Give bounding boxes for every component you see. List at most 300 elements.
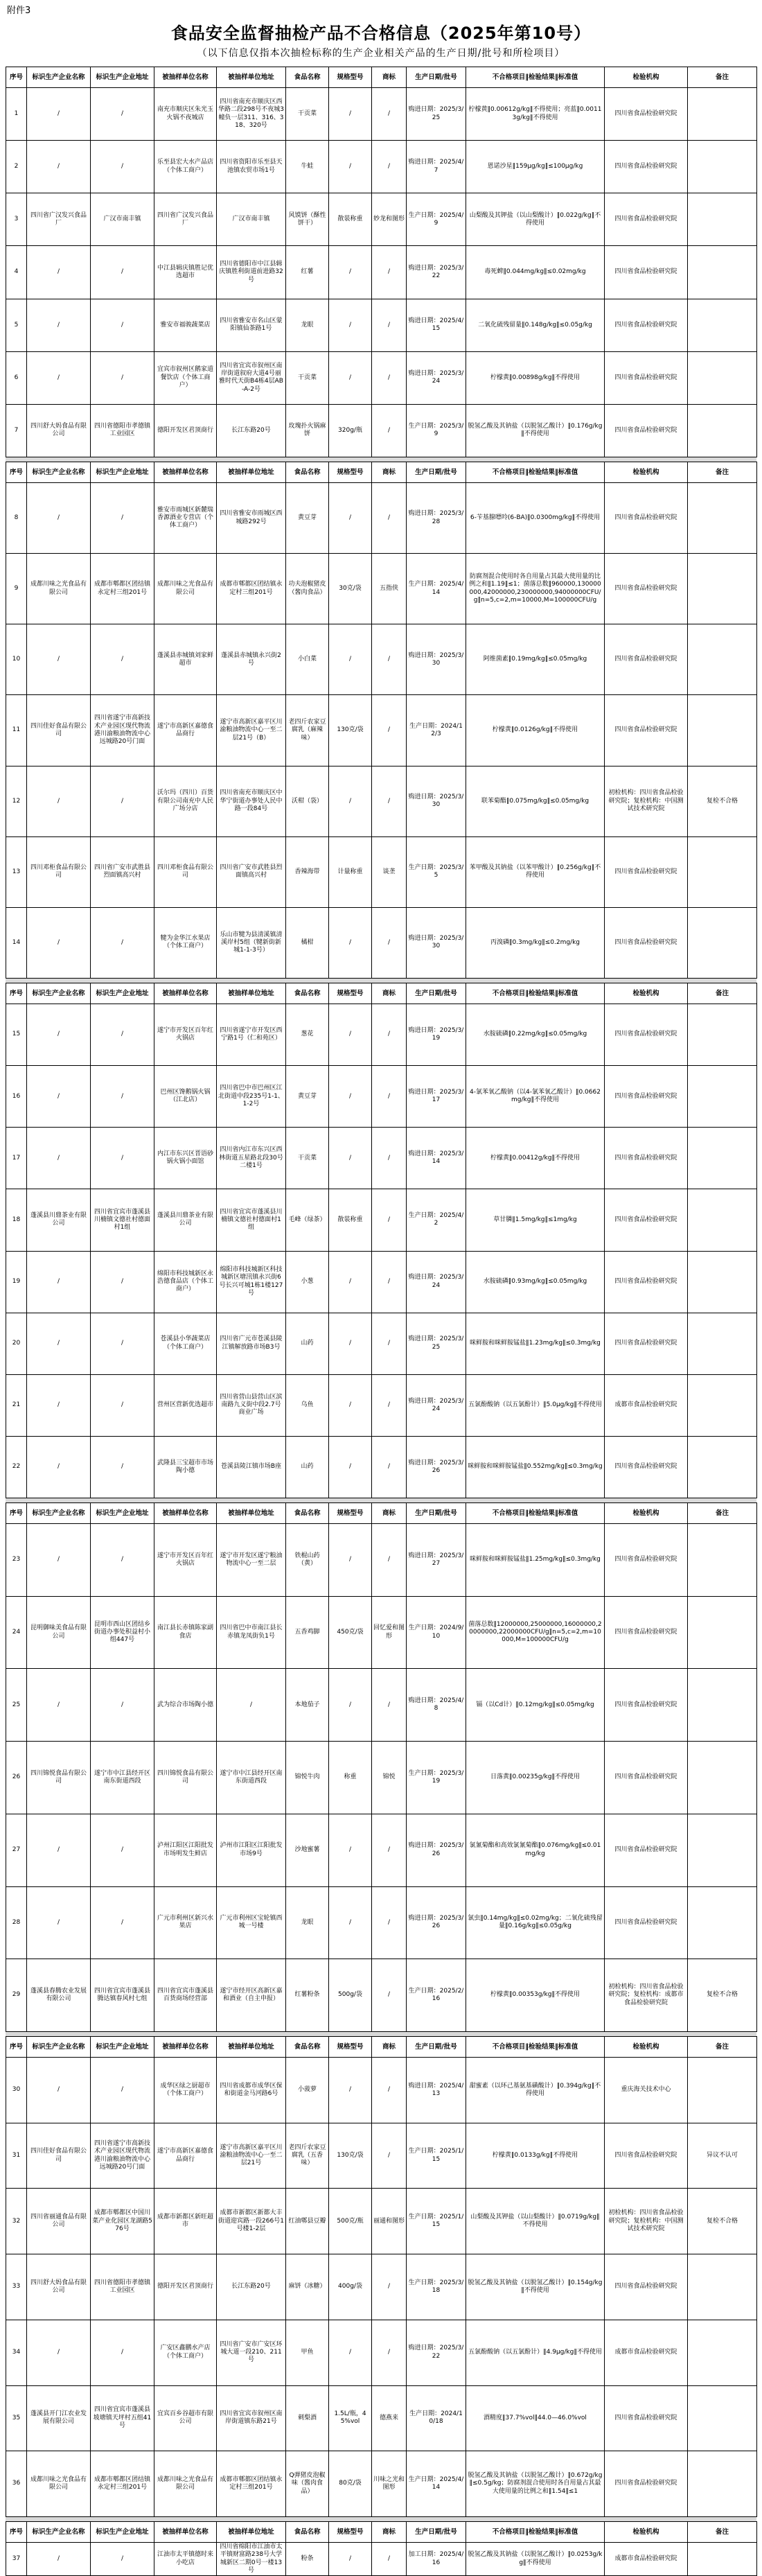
col-brand: /	[372, 1669, 407, 1742]
col-sampled-unit-address: 成都市新都区新都大丰街道迎宾路一段266号1号楼1-2层	[217, 2189, 286, 2254]
col-brand: /	[372, 1313, 407, 1374]
table-row	[6, 1814, 757, 1886]
col-index: 6	[6, 351, 27, 404]
col-failed-item: 脱氢乙酸及其钠盐（以脱氢乙酸计）‖0.0253g/kg‖不得使用	[466, 2543, 605, 2576]
col-failed-item: 水胺硫磷‖0.22mg/kg‖≤0.05mg/kg	[466, 1004, 605, 1066]
col-index: 20	[6, 1313, 27, 1374]
col-producer-address: 昆明市西山区团结乡街道办事处积益村小组447号	[91, 1596, 154, 1669]
col-index: 31	[6, 2123, 27, 2189]
col-brand: /	[372, 1066, 407, 1128]
col-producer-name: /	[27, 246, 91, 299]
col-sampled-unit-address: 四川省广安市武胜县烈面镇高兴村	[217, 836, 286, 907]
col-production-date: 购进日期：2025/4/13	[407, 2058, 466, 2123]
col-spec-header: 规格型号	[329, 462, 372, 483]
col-index: 24	[6, 1596, 27, 1669]
col-sampled-unit-address: 绵阳市科技城新区科技城新区塘汛镇永兴街6号长兴可城1栋1楼127号	[217, 1251, 286, 1313]
col-producer-address: /	[91, 1374, 154, 1436]
col-production-date: 购进日期：2025/3/22	[407, 246, 466, 299]
col-sampled-unit-name-header: 被抽样单位名称	[154, 1503, 217, 1524]
col-testing-agency: 四川省食品检验研究院	[605, 624, 688, 695]
col-testing-agency: 四川省食品检验研究院	[605, 404, 688, 457]
col-testing-agency: 四川省食品检验研究院	[605, 836, 688, 907]
col-remark: 异议不认可	[688, 2123, 757, 2189]
col-spec: /	[329, 1814, 372, 1886]
col-producer-address: 四川省广安市武胜县烈面镇高兴村	[91, 836, 154, 907]
col-sampled-unit-name: 南江县长赤镇陈家副食店	[154, 1596, 217, 1669]
col-production-date: 购进日期：2025/3/17	[407, 1066, 466, 1128]
col-testing-agency: 四川省食品检验研究院	[605, 1313, 688, 1374]
col-index: 16	[6, 1066, 27, 1128]
col-remark	[688, 695, 757, 766]
col-failed-item: 苯甲酸及其钠盐（以苯甲酸计）‖0.256g/kg‖不得使用	[466, 836, 605, 907]
col-food-name: 老四斤农家豆腐乳（麻辣味）	[286, 695, 329, 766]
table-row	[6, 1436, 757, 1498]
table-page-4	[6, 1502, 756, 2032]
col-testing-agency-header: 检验机构	[605, 1503, 688, 1524]
col-spec: /	[329, 2058, 372, 2123]
col-production-date: 生产日期：2025/2/16	[407, 1959, 466, 2032]
col-brand: /	[372, 1004, 407, 1066]
col-sampled-unit-name: 营州区营新优选超市	[154, 1374, 217, 1436]
results-table	[6, 462, 757, 979]
table-row	[6, 1313, 757, 1374]
col-spec: /	[329, 1524, 372, 1597]
col-sampled-unit-name: 四川锦悦食品有限公司	[154, 1742, 217, 1814]
col-spec: /	[329, 88, 372, 141]
col-brand-header: 商标	[372, 462, 407, 483]
col-production-date: 购进日期：2025/3/30	[407, 907, 466, 978]
col-brand: 锦悦	[372, 1742, 407, 1814]
col-production-date: 生产日期：2025/4/14	[407, 2451, 466, 2517]
col-index: 7	[6, 404, 27, 457]
col-food-name: 黄豆芽	[286, 1066, 329, 1128]
col-sampled-unit-address: 广元市利州区宝轮镇西城一号楼	[217, 1886, 286, 1959]
col-sampled-unit-address: /	[217, 1669, 286, 1742]
col-sampled-unit-name: 蓬溪县赤城镇刘家鲜超市	[154, 624, 217, 695]
col-food-name: 锦悦牛肉	[286, 1742, 329, 1814]
col-sampled-unit-name: 巴州区馋鹅锅火锅（江北店）	[154, 1066, 217, 1128]
col-spec: /	[329, 1066, 372, 1128]
table-page-1	[6, 67, 756, 457]
col-production-date: 购进日期：2025/3/24	[407, 351, 466, 404]
col-remark	[688, 193, 757, 246]
col-spec: /	[329, 907, 372, 978]
col-production-date: 生产日期：2025/4/2	[407, 1189, 466, 1251]
col-index: 34	[6, 2320, 27, 2385]
col-sampled-unit-name: 成华区绿之厨超市（个体工商户）	[154, 2058, 217, 2123]
table-row	[6, 1886, 757, 1959]
col-brand: /	[372, 1959, 407, 2032]
col-producer-name: /	[27, 141, 91, 193]
col-remark	[688, 246, 757, 299]
col-production-date-header: 生产日期/批号	[407, 462, 466, 483]
table-header-row	[6, 462, 757, 483]
col-failed-item: 咪鲜胺和咪鲜胺锰盐‖1.23mg/kg‖≤0.3mg/kg	[466, 1313, 605, 1374]
col-producer-name: 四川省广汉发兴食品厂	[27, 193, 91, 246]
col-sampled-unit-name: 德阳开发区君顶商行	[154, 404, 217, 457]
col-sampled-unit-name: 泸州江阳区江阳批发市场明发生鲜店	[154, 1814, 217, 1886]
col-spec: /	[329, 1004, 372, 1066]
col-brand: /	[372, 1189, 407, 1251]
col-production-date: 购进日期：2025/3/25	[407, 88, 466, 141]
col-sampled-unit-name: 宜宾市叙州区鹅家道餐饮店（个体工商户）	[154, 351, 217, 404]
col-index: 22	[6, 1436, 27, 1498]
col-failed-item-header: 不合格项目‖检验结果‖标准值	[466, 462, 605, 483]
col-remark-header: 备注	[688, 2037, 757, 2058]
col-failed-item: 柠檬黄‖0.00612g/kg‖不得使用；亮蓝‖0.00113g/kg‖不得使用	[466, 88, 605, 141]
col-testing-agency: 四川省食品检验研究院	[605, 1742, 688, 1814]
col-production-date: 购进日期：2025/3/30	[407, 766, 466, 836]
col-failed-item-header: 不合格项目‖检验结果‖标准值	[466, 983, 605, 1004]
col-producer-address: /	[91, 246, 154, 299]
col-sampled-unit-address: 遂宁市开发区遂宁粮油物流中心一至二层	[217, 1524, 286, 1597]
col-producer-address: 成都市郫都区团结镇永定村三组201号	[91, 554, 154, 624]
col-testing-agency: 四川省食品检验研究院	[605, 1814, 688, 1886]
col-sampled-unit-name: 内江市东兴区晋语砂锅火锅小面馆	[154, 1128, 217, 1189]
col-producer-name: /	[27, 1436, 91, 1498]
col-index: 13	[6, 836, 27, 907]
col-remark	[688, 1251, 757, 1313]
table-row	[6, 1524, 757, 1597]
col-producer-name: /	[27, 766, 91, 836]
col-index: 23	[6, 1524, 27, 1597]
col-sampled-unit-name: 中江县辑庆镇胜记优选超市	[154, 246, 217, 299]
col-sampled-unit-address: 四川省内江市东兴区西林街道五星路北段30号二楼1号	[217, 1128, 286, 1189]
col-failed-item: 脱氢乙酸及其钠盐（以脱氢乙酸计）‖0.176g/kg‖不得使用	[466, 404, 605, 457]
col-testing-agency: 四川省食品检验研究院	[605, 1066, 688, 1128]
col-index: 14	[6, 907, 27, 978]
col-remark	[688, 2543, 757, 2576]
col-sampled-unit-address-header: 被抽样单位地址	[217, 462, 286, 483]
col-producer-address: 成都市郫都区中国川菜产业化园区龙湖路576号	[91, 2189, 154, 2254]
col-failed-item-header: 不合格项目‖检验结果‖标准值	[466, 1503, 605, 1524]
table-row	[6, 1004, 757, 1066]
col-testing-agency-header: 检验机构	[605, 983, 688, 1004]
col-brand: /	[372, 1128, 407, 1189]
col-spec-header: 规格型号	[329, 2522, 372, 2543]
col-food-name: 山药	[286, 1436, 329, 1498]
table-row	[6, 1128, 757, 1189]
col-food-name: 功夫泡椒猪皮（酱肉食品）	[286, 554, 329, 624]
col-index: 5	[6, 299, 27, 351]
col-remark	[688, 2385, 757, 2451]
col-production-date: 购进日期：2025/4/15	[407, 299, 466, 351]
col-failed-item: 镉（以Cd计）‖0.12mg/kg‖≤0.05mg/kg	[466, 1669, 605, 1742]
col-sampled-unit-address-header: 被抽样单位地址	[217, 2522, 286, 2543]
col-producer-address: /	[91, 1004, 154, 1066]
results-table	[6, 1502, 757, 2032]
col-production-date: 购进日期：2025/3/19	[407, 1004, 466, 1066]
col-failed-item: 山梨酸及其钾盐（以山梨酸计）‖0.0719g/kg‖不得使用	[466, 2189, 605, 2254]
table-row	[6, 2058, 757, 2123]
col-sampled-unit-name-header: 被抽样单位名称	[154, 462, 217, 483]
col-sampled-unit-address: 四川省宜宾市蓬溪县川楠镇文德社村德面村1组	[217, 1189, 286, 1251]
col-producer-name-header: 标识生产企业名称	[27, 67, 91, 88]
col-brand: /	[372, 2254, 407, 2320]
attachment-label: 附件3	[7, 6, 31, 16]
col-failed-item: 毒死蜱‖0.044mg/kg‖≤0.02mg/kg	[466, 246, 605, 299]
col-index: 10	[6, 624, 27, 695]
col-spec: 450克/袋	[329, 1596, 372, 1669]
col-production-date: 生产日期：2025/3/18	[407, 2254, 466, 2320]
col-index: 3	[6, 193, 27, 246]
col-sampled-unit-name: 宜宾百乡谷超市有限公司	[154, 2385, 217, 2451]
table-row	[6, 88, 757, 141]
col-index: 35	[6, 2385, 27, 2451]
col-brand: /	[372, 141, 407, 193]
col-production-date: 生产日期：2024/10/18	[407, 2385, 466, 2451]
col-producer-address: 四川省宜宾市蓬溪县坡塘镇天坪村五组41号	[91, 2385, 154, 2451]
col-spec: 400g/袋	[329, 2254, 372, 2320]
col-failed-item: 柠檬黄‖0.00412g/kg‖不得使用	[466, 1128, 605, 1189]
col-index: 33	[6, 2254, 27, 2320]
col-failed-item: 甜蜜素（以环己基氨基磺酸计）‖0.394g/kg‖不得使用	[466, 2058, 605, 2123]
col-index: 11	[6, 695, 27, 766]
col-sampled-unit-address: 四川省营山县营山区滨南路九义街中段2.7号商业广场	[217, 1374, 286, 1436]
col-brand: /	[372, 1886, 407, 1959]
col-food-name: Q弹猪皮泡椒味（酱肉食品）	[286, 2451, 329, 2517]
col-sampled-unit-name: 雅安市福骏蔬菜店	[154, 299, 217, 351]
col-food-name: 葱花	[286, 1004, 329, 1066]
col-brand-header: 商标	[372, 67, 407, 88]
col-spec: /	[329, 1436, 372, 1498]
col-testing-agency: 四川省食品检验研究院	[605, 1189, 688, 1251]
col-spec: 500克/瓶	[329, 2189, 372, 2254]
col-production-date: 购进日期：2025/3/30	[407, 624, 466, 695]
col-sampled-unit-name: 四川省广汉发兴食品厂	[154, 193, 217, 246]
col-production-date-header: 生产日期/批号	[407, 2522, 466, 2543]
col-brand: /	[372, 88, 407, 141]
col-producer-name: 四川省丽通食品有限公司	[27, 2189, 91, 2254]
col-remark	[688, 1814, 757, 1886]
col-food-name: 小白菜	[286, 624, 329, 695]
col-food-name-header: 食品名称	[286, 983, 329, 1004]
col-producer-address-header: 标识生产企业地址	[91, 2522, 154, 2543]
col-remark-header: 备注	[688, 983, 757, 1004]
col-producer-address: /	[91, 1814, 154, 1886]
col-index: 8	[6, 483, 27, 554]
col-failed-item: 柠檬黄‖0.00898g/kg‖不得使用	[466, 351, 605, 404]
col-spec: /	[329, 483, 372, 554]
col-index-header: 序号	[6, 983, 27, 1004]
col-failed-item: 菌落总数‖12000000,25000000,16000000,20000000,22000000CFU/g‖n=5,c=2,m=10000,M=100000CFU/g	[466, 1596, 605, 1669]
col-remark	[688, 141, 757, 193]
col-sampled-unit-address: 泸州市江阳区江阳批发市场9号	[217, 1814, 286, 1886]
col-production-date: 购进日期：2025/4/8	[407, 1669, 466, 1742]
col-remark-header: 备注	[688, 67, 757, 88]
table-page-3	[6, 983, 756, 1498]
col-food-name: 本地茄子	[286, 1669, 329, 1742]
col-remark	[688, 1436, 757, 1498]
col-testing-agency: 成都市食品检验研究院	[605, 1374, 688, 1436]
col-food-name: 五香鸡脚	[286, 1596, 329, 1669]
col-brand: /	[372, 351, 407, 404]
col-brand: 德燕来	[372, 2385, 407, 2451]
col-sampled-unit-name: 成都川味之光食品有限公司	[154, 2451, 217, 2517]
col-brand: /	[372, 2320, 407, 2385]
col-food-name: 乌鱼	[286, 1374, 329, 1436]
col-producer-name: /	[27, 1524, 91, 1597]
col-index: 12	[6, 766, 27, 836]
col-index: 15	[6, 1004, 27, 1066]
col-producer-name: /	[27, 1066, 91, 1128]
col-testing-agency: 四川省食品检验研究院	[605, 1669, 688, 1742]
col-producer-name: 四川舒大妈食品有限公司	[27, 404, 91, 457]
col-brand: /	[372, 1436, 407, 1498]
col-food-name: 玫瑰扑火锅麻饼	[286, 404, 329, 457]
col-spec: /	[329, 141, 372, 193]
col-food-name: 小葱	[286, 1251, 329, 1313]
table-row	[6, 766, 757, 836]
col-producer-address: /	[91, 1313, 154, 1374]
col-sampled-unit-address: 四川省巴中市巴州区江北街道中段235号1-1、1-2号	[217, 1066, 286, 1128]
col-sampled-unit-name: 武为综合市场陶小德	[154, 1669, 217, 1742]
col-food-name-header: 食品名称	[286, 2037, 329, 2058]
col-sampled-unit-name: 苍溪县小华蔬菜店（个体工商户）	[154, 1313, 217, 1374]
col-sampled-unit-address: 四川省巴中市南江县长赤镇龙凤街负1号	[217, 1596, 286, 1669]
table-page-5	[6, 2036, 756, 2517]
col-production-date: 生产日期：2024/12/3	[407, 695, 466, 766]
col-testing-agency: 四川省食品检验研究院	[605, 1251, 688, 1313]
results-table	[6, 67, 757, 457]
col-sampled-unit-name: 南充市顺庆区朱光玉火锅不夜城店	[154, 88, 217, 141]
col-testing-agency: 成都市食品检验研究院	[605, 2320, 688, 2385]
col-testing-agency: 四川省食品检验研究院	[605, 88, 688, 141]
col-remark	[688, 907, 757, 978]
col-remark	[688, 1313, 757, 1374]
col-producer-name: /	[27, 1669, 91, 1742]
col-failed-item: 酒精度‖37.7%vol‖44.0—46.0%vol	[466, 2385, 605, 2451]
col-production-date: 生产日期：2025/3/9	[407, 404, 466, 457]
col-sampled-unit-address: 成都市郫都区团结镇永定村三组201号	[217, 554, 286, 624]
col-testing-agency: 四川省食品检验研究院	[605, 483, 688, 554]
col-production-date: 购进日期：2025/4/7	[407, 141, 466, 193]
col-index: 1	[6, 88, 27, 141]
table-row	[6, 907, 757, 978]
col-producer-name: 四川佳好食品有限公司	[27, 695, 91, 766]
col-testing-agency: 四川省食品检验研究院	[605, 1128, 688, 1189]
table-row	[6, 2385, 757, 2451]
col-failed-item: 水胺硫磷‖0.93mg/kg‖≤0.05mg/kg	[466, 1251, 605, 1313]
col-remark: 复检不合格	[688, 1959, 757, 2032]
col-production-date: 购进日期：2025/3/25	[407, 1313, 466, 1374]
col-brand: /	[372, 766, 407, 836]
col-failed-item: 脱氢乙酸及其钠盐（以脱氢乙酸计）‖0.672g/kg‖≤0.5g/kg；防腐剂混合使用时各自用量占其最大使用量的比例之和‖1.54‖≤1	[466, 2451, 605, 2517]
col-producer-name-header: 标识生产企业名称	[27, 462, 91, 483]
col-sampled-unit-address-header: 被抽样单位地址	[217, 983, 286, 1004]
table-row	[6, 1596, 757, 1669]
col-producer-address: /	[91, 1251, 154, 1313]
col-remark	[688, 1374, 757, 1436]
col-remark	[688, 1128, 757, 1189]
col-remark: 复检不合格	[688, 766, 757, 836]
table-row	[6, 193, 757, 246]
col-producer-address: 四川省德阳市孝德镇工业园区	[91, 2254, 154, 2320]
col-remark	[688, 624, 757, 695]
col-food-name: 山药	[286, 1313, 329, 1374]
col-spec: /	[329, 351, 372, 404]
col-sampled-unit-address: 广汉市南丰镇	[217, 193, 286, 246]
col-index: 29	[6, 1959, 27, 2032]
col-failed-item: 6-苄基腺嘌呤(6-BA)‖0.0300mg/kg‖不得使用	[466, 483, 605, 554]
col-failed-item-header: 不合格项目‖检验结果‖标准值	[466, 2037, 605, 2058]
col-failed-item: 日落黄‖0.00235g/kg‖不得使用	[466, 1742, 605, 1814]
col-index: 21	[6, 1374, 27, 1436]
col-production-date: 购进日期：2025/3/14	[407, 1128, 466, 1189]
col-producer-address: /	[91, 351, 154, 404]
col-remark	[688, 1886, 757, 1959]
col-testing-agency: 四川省食品检验研究院	[605, 141, 688, 193]
document-title: 食品安全监督抽检产品不合格信息（2025年第10号）	[170, 24, 592, 43]
col-brand: 五指侠	[372, 554, 407, 624]
col-index-header: 序号	[6, 2522, 27, 2543]
col-sampled-unit-name-header: 被抽样单位名称	[154, 2522, 217, 2543]
col-spec: /	[329, 1128, 372, 1189]
col-index: 37	[6, 2543, 27, 2576]
col-brand-header: 商标	[372, 983, 407, 1004]
col-remark	[688, 2451, 757, 2517]
col-producer-address: /	[91, 2320, 154, 2385]
table-row	[6, 1251, 757, 1313]
col-failed-item: 柠檬黄‖0.0133g/kg‖不得使用	[466, 2123, 605, 2189]
col-production-date: 加工日期：2025/4/16	[407, 2543, 466, 2576]
col-failed-item: 阿维菌素‖0.19mg/kg‖≤0.05mg/kg	[466, 624, 605, 695]
col-sampled-unit-address: 成都市郫都区团结镇永定村三组201号	[217, 2451, 286, 2517]
col-producer-address: /	[91, 624, 154, 695]
col-testing-agency: 四川省食品检验研究院	[605, 2254, 688, 2320]
col-producer-address: /	[91, 766, 154, 836]
col-spec: /	[329, 1886, 372, 1959]
col-index: 27	[6, 1814, 27, 1886]
col-failed-item: 五氯酚酸钠（以五氯酚计）‖4.9μg/kg‖不得使用	[466, 2320, 605, 2385]
col-spec: /	[329, 246, 372, 299]
col-producer-name-header: 标识生产企业名称	[27, 1503, 91, 1524]
col-spec-header: 规格型号	[329, 2037, 372, 2058]
col-production-date: 购进日期：2025/3/26	[407, 1886, 466, 1959]
col-spec-header: 规格型号	[329, 1503, 372, 1524]
col-food-name: 龙眼	[286, 1886, 329, 1959]
col-producer-address: /	[91, 2058, 154, 2123]
table-row	[6, 299, 757, 351]
col-producer-address-header: 标识生产企业地址	[91, 1503, 154, 1524]
col-sampled-unit-name: 江油市太平镇德时来小吃店	[154, 2543, 217, 2576]
col-producer-address: 四川省宜宾市蓬溪县腾达镇春风村七组	[91, 1959, 154, 2032]
col-brand: /	[372, 1374, 407, 1436]
col-producer-name: 四川舒大妈食品有限公司	[27, 2254, 91, 2320]
table-row	[6, 246, 757, 299]
col-sampled-unit-address: 四川省广安市广安区环城大道一段210、211号	[217, 2320, 286, 2385]
col-index: 17	[6, 1128, 27, 1189]
col-producer-name: /	[27, 1251, 91, 1313]
col-food-name: 粉条	[286, 2543, 329, 2576]
col-testing-agency: 四川省食品检验研究院	[605, 299, 688, 351]
table-row	[6, 2189, 757, 2254]
col-producer-name: /	[27, 907, 91, 978]
col-sampled-unit-name: 遂宁市高新区嘉德食品商行	[154, 695, 217, 766]
col-production-date: 生产日期：2025/3/19	[407, 1742, 466, 1814]
col-production-date: 购进日期：2025/3/22	[407, 2320, 466, 2385]
col-food-name: 干贡菜	[286, 351, 329, 404]
table-row	[6, 351, 757, 404]
col-sampled-unit-address: 四川省宜宾市叙州区南岸街道叙府大道4号丽雅时代天街B4栋4层AB-A-2号	[217, 351, 286, 404]
col-index: 28	[6, 1886, 27, 1959]
col-producer-address: /	[91, 1669, 154, 1742]
col-sampled-unit-name: 雅安市雨城区新麓瑞香源酒业专营店（个体工商户）	[154, 483, 217, 554]
col-index: 19	[6, 1251, 27, 1313]
col-remark	[688, 1066, 757, 1128]
table-row	[6, 2543, 757, 2576]
col-index: 30	[6, 2058, 27, 2123]
